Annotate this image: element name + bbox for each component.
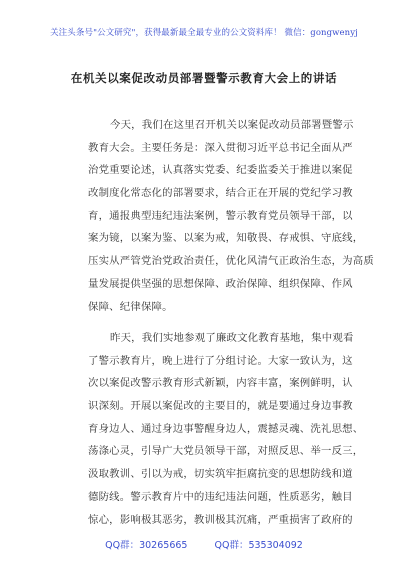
header-promo-note: 关注头条号"公文研究"，获得最新最全最专业的公文资料库！ 微信：gongwenyj	[50, 28, 358, 38]
text-line: 识深刻。开展以案促改的主要目的，就是要通过身边事教	[88, 400, 353, 413]
text-line: 案为镜，以案为鉴、以案为戒，知敬畏、存戒惧、守底线，	[88, 232, 364, 245]
text-line: 昨天，我们实地参观了廉政文化教育基地，集中观看	[110, 332, 354, 344]
text-line: 治党重要论述，认真落实党委、纪委监委关于推进以案促	[88, 164, 353, 177]
text-line: 保障、纪律保障。	[88, 300, 173, 313]
document-title: 在机关以案促改动员部署暨警示教育大会上的讲话	[70, 71, 338, 85]
text-line: 改制度化常态化的部署要求，结合正在开展的党纪学习教	[88, 187, 353, 200]
qq-group-1: QQ群：30265665	[105, 540, 188, 551]
text-line: 德防线。警示教育片中的违纪违法问题，性质恶劣，触目	[88, 490, 353, 503]
paragraph-2	[88, 327, 364, 531]
text-line: 了警示教育片，晚上进行了分组讨论。大家一致认为，这	[88, 354, 353, 367]
text-line: 今天，我们在这里召开机关以案促改动员部署暨警示	[110, 119, 354, 131]
text-line: 惊心，影响极其恶劣，教训极其沉痛，严重损害了政府的	[88, 513, 353, 526]
footer-contact	[0, 537, 408, 551]
text-line: 压实从严管党治党政治责任，优化风清气正政治生态，为高质	[88, 255, 374, 268]
text-line: 汲取教训、引以为戒，切实筑牢拒腐抗变的思想防线和道	[88, 468, 353, 481]
paragraph-1	[88, 114, 374, 318]
text-line: 量发展提供坚强的思想保障、政治保障、组织保障、作风	[88, 277, 353, 290]
text-line: 育，通报典型违纪违法案例，警示教育党员领导干部，以	[88, 209, 353, 222]
text-line: 荡涤心灵，引导广大党员领导干部，对照反思、举一反三，	[88, 445, 364, 458]
text-line: 次以案促改警示教育形式新颖，内容丰富，案例鲜明，认	[88, 377, 353, 390]
text-line: 教育大会。主要任务是：深入贯彻习近平总书记全面从严	[88, 141, 353, 154]
qq-group-2: QQ群：535304092	[214, 540, 303, 551]
text-line: 育身边人、通过身边事警醒身边人，震撼灵魂、洗礼思想、	[88, 422, 364, 435]
